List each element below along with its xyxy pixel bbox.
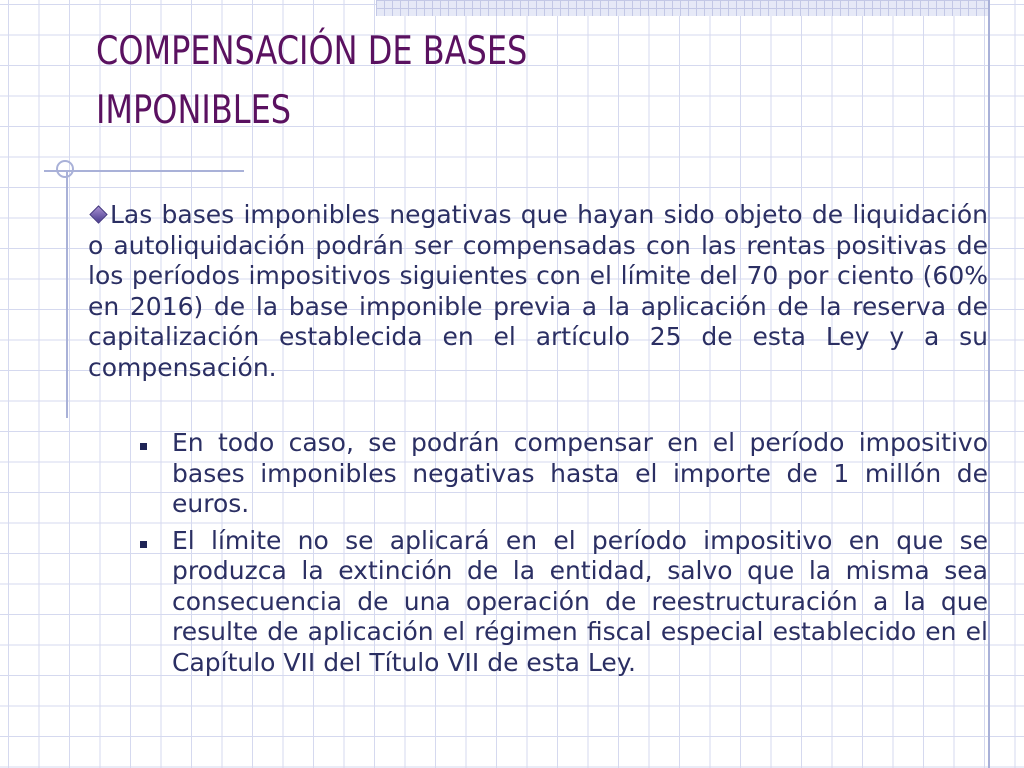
main-paragraph [88, 200, 988, 383]
list-item [140, 526, 988, 679]
main-paragraph-text [88, 200, 988, 383]
diamond-bullet-icon [89, 205, 107, 223]
square-bullet-icon [140, 541, 147, 548]
bullet-text: En todo caso, se podrán compensar en el período impositivo bases imponibles negativas hasta el importe de 1 millón de euros. [172, 428, 988, 518]
main-paragraph-content: Las bases imponibles negativas que hayan sido objeto de liquidación o autoliquidación podrán ser compensadas con las rentas positivas de los períodos impositivos siguientes con el límite del 70 por ciento (60% en 2016) de la base imponible previa a la aplicación de la reserva de capitalización establecida en el artículo 25 de esta Ley y a su compensación. [88, 200, 988, 382]
slide-title-line-2: IMPONIBLES [96, 88, 292, 133]
slide-title [96, 22, 801, 140]
slide-title-line-1: COMPENSACIÓN DE BASES [96, 29, 528, 74]
right-border-line [988, 0, 990, 768]
bullet-list [140, 428, 988, 684]
circle-crosshair-icon [52, 156, 78, 182]
bullet-text: El límite no se aplicará en el período impositivo en que se produzca la extinción de la entidad, salvo que la misma sea consecuencia de una operación de reestructuración a la que resulte de aplicación el régimen fiscal especial establecido en el Capítulo VII del Título VII de esta Ley. [172, 525, 988, 677]
top-decorative-band [376, 0, 990, 16]
left-vertical-rule [66, 170, 68, 418]
square-bullet-icon [140, 443, 147, 450]
list-item [140, 428, 988, 520]
